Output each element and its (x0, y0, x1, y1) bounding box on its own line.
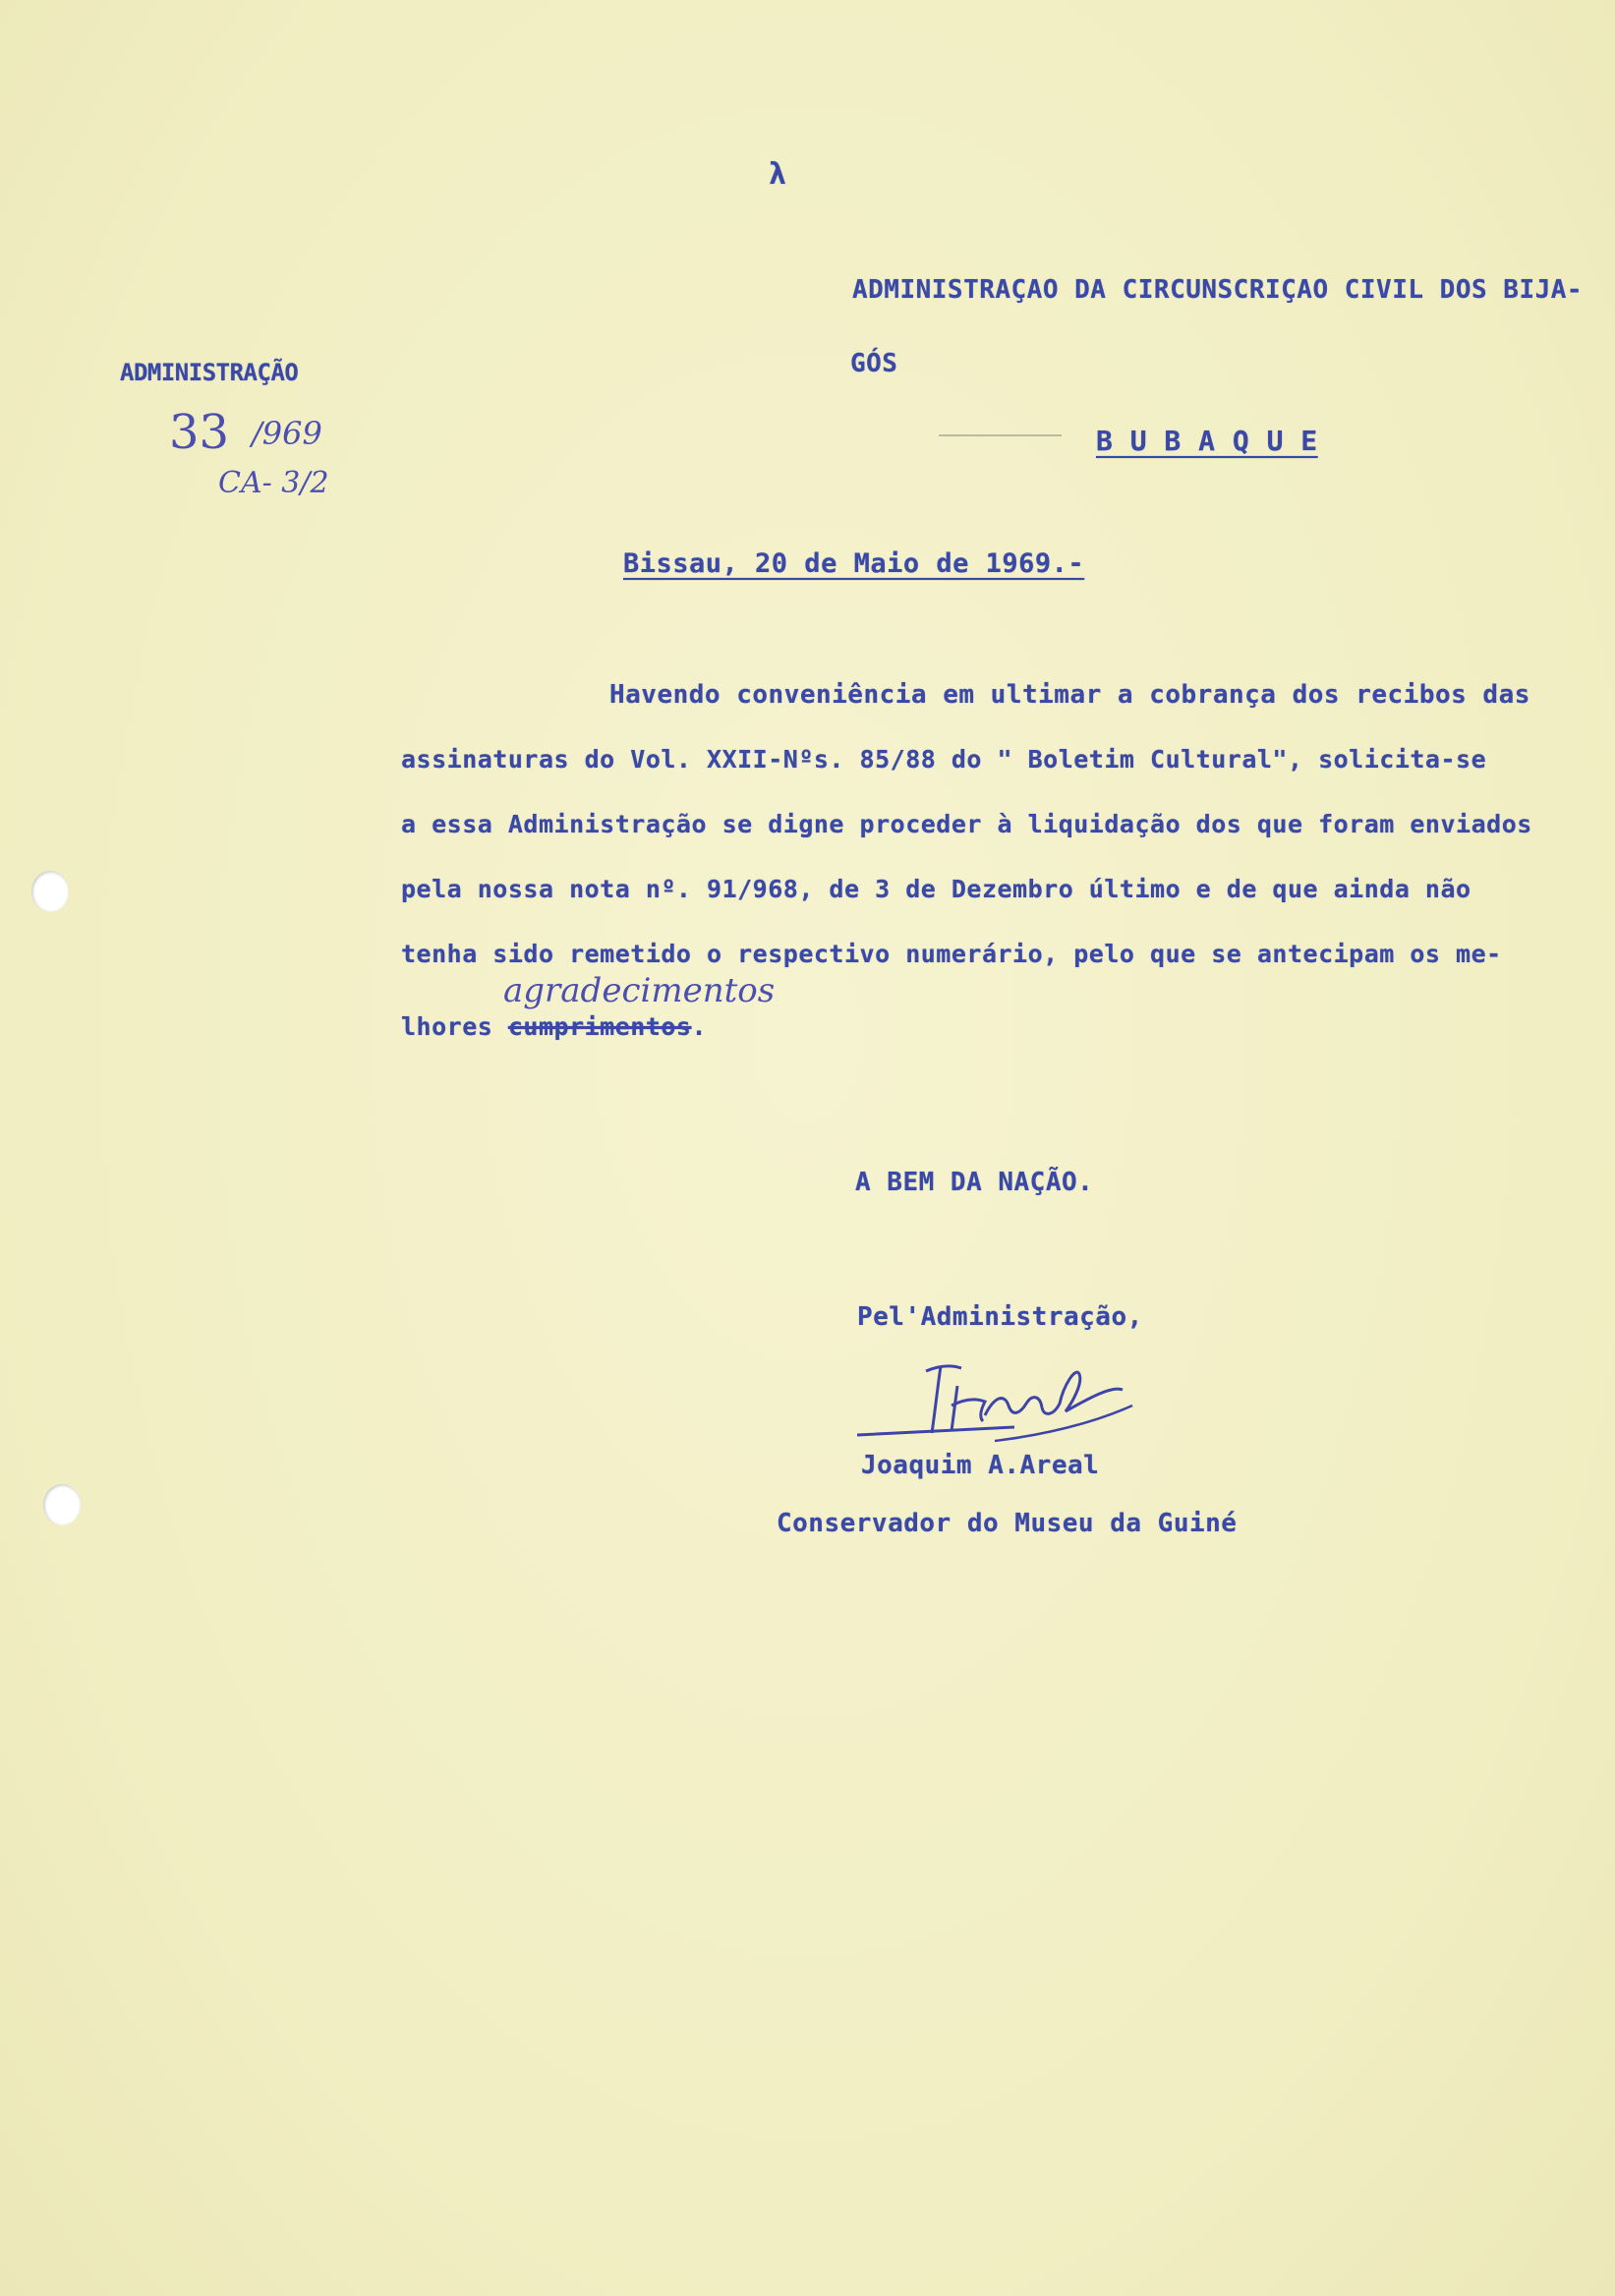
reference-number: 33 (169, 405, 230, 460)
reference-year: /969 (252, 415, 322, 452)
closing-salutation: A BEM DA NAÇÃO. (855, 1168, 1094, 1197)
last-line-suffix: . (691, 1012, 708, 1041)
signatory-title: Conservador do Museu da Guiné (777, 1509, 1238, 1538)
body-line-6 (401, 1012, 707, 1041)
addressee-place: B U B A Q U E (1096, 425, 1318, 457)
punch-hole-upper (31, 871, 69, 912)
addressee-line-2: GÓS (850, 349, 898, 378)
reference-label: ADMINISTRAÇÃO (120, 359, 299, 386)
addressee-line-1: ADMINISTRAÇAO DA CIRCUNSCRIÇAO CIVIL DOS BIJA- (852, 275, 1584, 305)
punch-hole-lower (43, 1484, 81, 1525)
last-line-prefix: lhores (401, 1012, 508, 1041)
on-behalf-line: Pel'Administração, (857, 1302, 1143, 1332)
struck-word: cumprimentos (507, 1012, 692, 1041)
body-line-5: tenha sido remetido o respectivo numerário, pelo que se antecipam os me- (401, 940, 1502, 968)
signatory-name: Joaquim A.Areal (861, 1451, 1100, 1480)
handwritten-signature (847, 1347, 1162, 1464)
reference-code: CA- 3/2 (218, 466, 329, 500)
body-line-2: assinaturas do Vol. XXII-Nºs. 85/88 do " Boletim Cultural", solicita-se (401, 745, 1487, 774)
body-line-1: Havendo conveniência em ultimar a cobrança dos recibos das (609, 680, 1530, 710)
handwritten-correction: agradecimentos (503, 971, 776, 1010)
faint-mark (939, 434, 1062, 436)
date-line: Bissau, 20 de Maio de 1969.- (623, 548, 1085, 579)
body-line-4: pela nossa nota nº. 91/968, de 3 de Dezembro último e de que ainda não (401, 875, 1471, 903)
body-line-3: a essa Administração se digne proceder à liquidação dos que foram enviados (401, 810, 1532, 838)
top-mark: λ (769, 157, 787, 192)
